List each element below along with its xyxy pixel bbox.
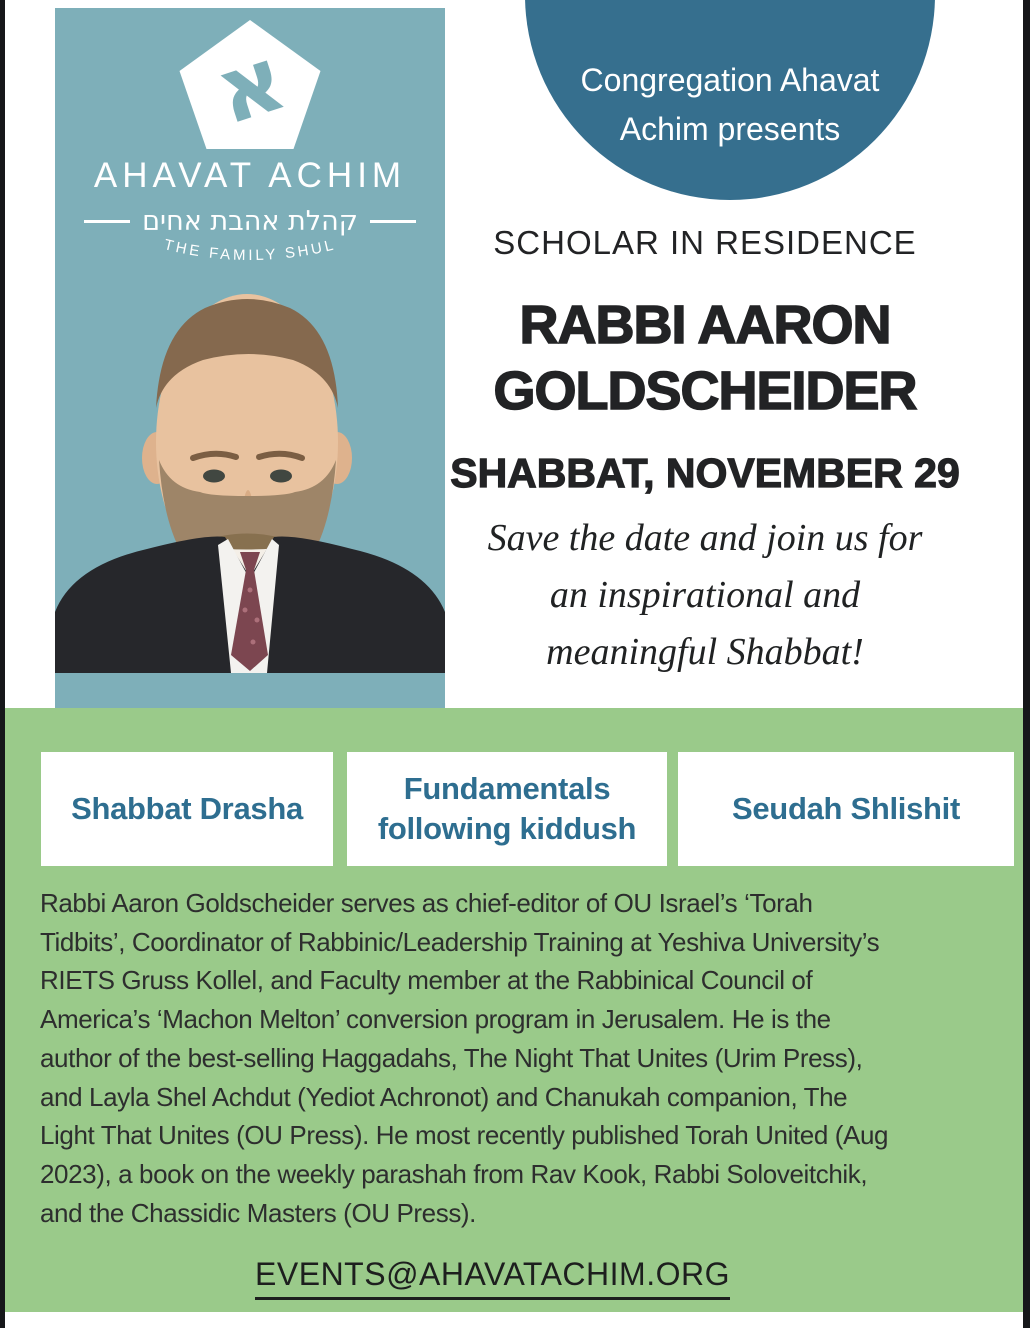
hero-kicker: SCHOLAR IN RESIDENCE [493, 224, 917, 261]
bio-line: RIETS Gruss Kollel, and Faculty member at the Rabbinical Council of [40, 965, 813, 996]
badge-line2: Achim presents [619, 111, 841, 147]
event-box-seudah-shlishit [678, 752, 1014, 866]
hero-name [445, 292, 965, 424]
script-line3: meaningful Shabbat! [546, 631, 864, 673]
family-shul-arc [150, 236, 350, 280]
ahavat-achim-logo-icon [175, 20, 325, 149]
script-line2: an inspirational and [549, 574, 861, 616]
bio-line: Rabbi Aaron Goldscheider serves as chief-editor of OU Israel’s ‘Torah [40, 888, 813, 918]
bio-line: author of the best-selling Haggadahs, The Night That Unites (Urim Press), [40, 1042, 863, 1073]
bio-line: and the Chassidic Masters (OU Press). [40, 1197, 477, 1228]
bio-paragraph [40, 884, 1025, 1232]
brand-tagline: THE FAMILY SHUL [162, 236, 338, 265]
brand-wordmark: AHAVAT ACHIM [93, 156, 407, 195]
script-line1: Save the date and join us for [487, 517, 923, 559]
svg-text:THE FAMILY SHUL [162, 236, 337, 264]
email-row [0, 1256, 985, 1300]
email-link[interactable]: EVENTS@AHAVATACHIM.ORG [255, 1256, 730, 1300]
rabbi-portrait-photo [55, 290, 445, 673]
logo-aleph-glyph: א [202, 25, 298, 146]
hebrew-rule-left [84, 220, 130, 223]
hebrew-name: קהלת אהבת אחים [142, 206, 358, 237]
event-box-fundamentals [347, 752, 667, 866]
badge-line1: Congregation Ahavat [580, 62, 880, 98]
presents-badge-text [525, 56, 935, 154]
event-box-label: Fundamentals following kiddush [377, 771, 637, 846]
hero-name-line2: GOLDSCHEIDER [493, 361, 917, 421]
bio-line: Light That Unites (OU Press). He most recently published Torah United (Aug [40, 1120, 889, 1151]
bio-line: Tidbits’, Coordinator of Rabbinic/Leadership Training at Yeshiva University’s [40, 926, 880, 957]
presents-badge [525, 0, 935, 200]
event-box-label: Seudah Shlishit [731, 791, 961, 826]
bio-line: 2023), a book on the weekly parashah from Rav Kook, Rabbi Soloveitchik, [40, 1158, 868, 1189]
bio-line: America’s ‘Machon Melton’ conversion program in Jerusalem. He is the [40, 1004, 831, 1035]
hero-script [445, 510, 965, 681]
event-box-shabbat-drasha [41, 752, 333, 866]
event-box-label: Shabbat Drasha [71, 791, 303, 826]
bio-line: and Layla Shel Achdut (Yediot Achronot) and Chanukah companion, The [40, 1081, 848, 1112]
hebrew-name-row [55, 206, 445, 237]
brand-panel [55, 8, 445, 708]
hero-name-line1: RABBI AARON [519, 295, 891, 355]
hebrew-rule-right [370, 220, 416, 223]
hero-date: SHABBAT, NOVEMBER 29 [450, 450, 960, 496]
